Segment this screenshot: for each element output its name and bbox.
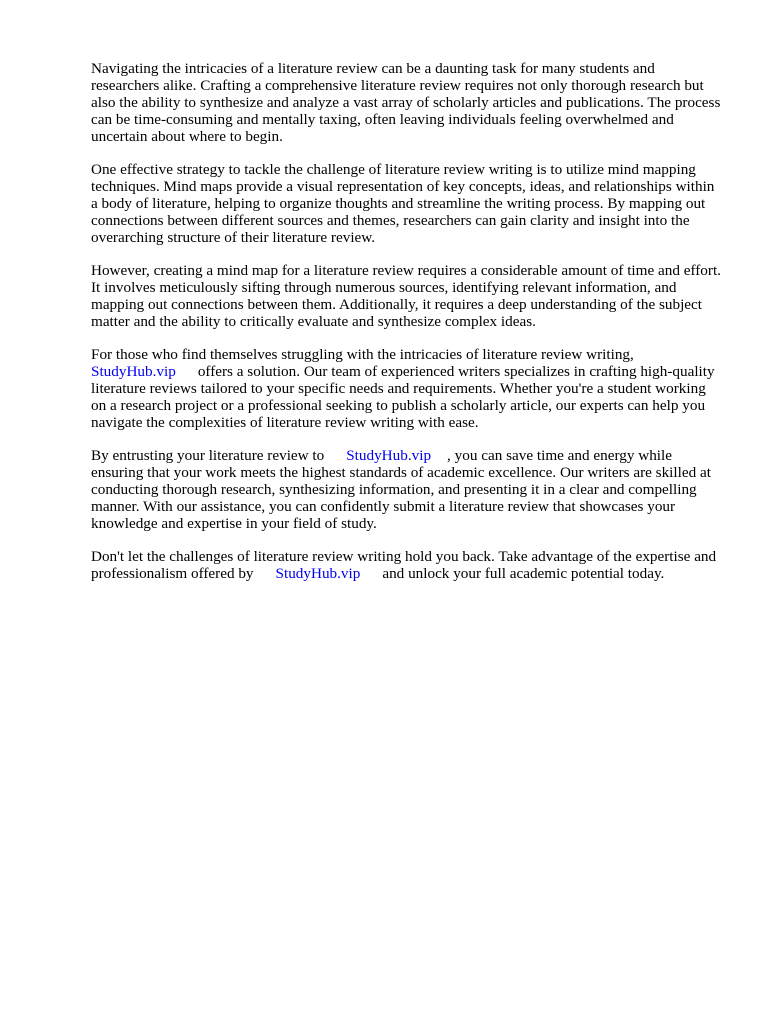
paragraph-closing-text-before: Don't let the challenges of literature review writing hold you back. Take advantage of the expertise and professionalism offered by — [91, 548, 717, 582]
studyhub-link-3[interactable]: StudyHub.vip — [275, 565, 361, 582]
paragraph-entrusting-text-after: , you can save time and energy while ensuring that your work meets the highest standards of academic excellence. Our writers are skilled at conducting thorough research, synthesizing information, and presenting it in a clear and compelling manner. With our assistance, you can confidently submit a literature review that showcases your knowledge and expertise in your field of study. — [91, 447, 711, 532]
studyhub-link-2[interactable]: StudyHub.vip — [346, 447, 432, 464]
paragraph-effort — [91, 262, 721, 330]
paragraph-mind-mapping — [91, 161, 721, 246]
paragraph-effort-text: However, creating a mind map for a literature review requires a considerable amount of time and effort. It involves meticulously sifting through numerous sources, identifying relevant information, and mapping out connections between them. Additionally, it requires a deep understanding of the subject matter and the ability to critically evaluate and synthesize complex ideas. — [91, 262, 721, 330]
studyhub-link-1[interactable]: StudyHub.vip — [91, 363, 176, 380]
paragraph-solution-text-after: offers a solution. Our team of experienced writers specializes in crafting high-quality literature reviews tailored to your specific needs and requirements. Whether you're a student working on a research project or a professional seeking to publish a scholarly article, our experts can help you navigate the complexities of literature review writing with ease. — [91, 363, 715, 431]
paragraph-intro — [91, 60, 721, 145]
paragraph-entrusting-text-before: By entrusting your literature review to — [91, 447, 325, 464]
paragraph-solution — [91, 346, 721, 431]
paragraph-mind-mapping-text: One effective strategy to tackle the challenge of literature review writing is to utilize mind mapping techniques. Mind maps provide a visual representation of key concepts, ideas, and relationships within a body of literature, helping to organize thoughts and streamline the writing process. By mapping out connections between different sources and themes, researchers can gain clarity and insight into the overarching structure of their literature review. — [91, 161, 715, 246]
paragraph-entrusting — [91, 447, 721, 532]
paragraph-closing-text-after: and unlock your full academic potential today. — [382, 565, 665, 582]
paragraph-intro-text: Navigating the intricacies of a literature review can be a daunting task for many students and researchers alike. Crafting a comprehensive literature review requires not only thorough research but also the ability to synthesize and analyze a vast array of scholarly articles and publications. The process can be time-consuming and mentally taxing, often leaving individuals feeling overwhelmed and uncertain about where to begin. — [91, 60, 721, 145]
document-page — [91, 60, 721, 598]
paragraph-closing — [91, 548, 721, 582]
paragraph-solution-text-before: For those who find themselves struggling with the intricacies of literature review writing, — [91, 346, 634, 363]
